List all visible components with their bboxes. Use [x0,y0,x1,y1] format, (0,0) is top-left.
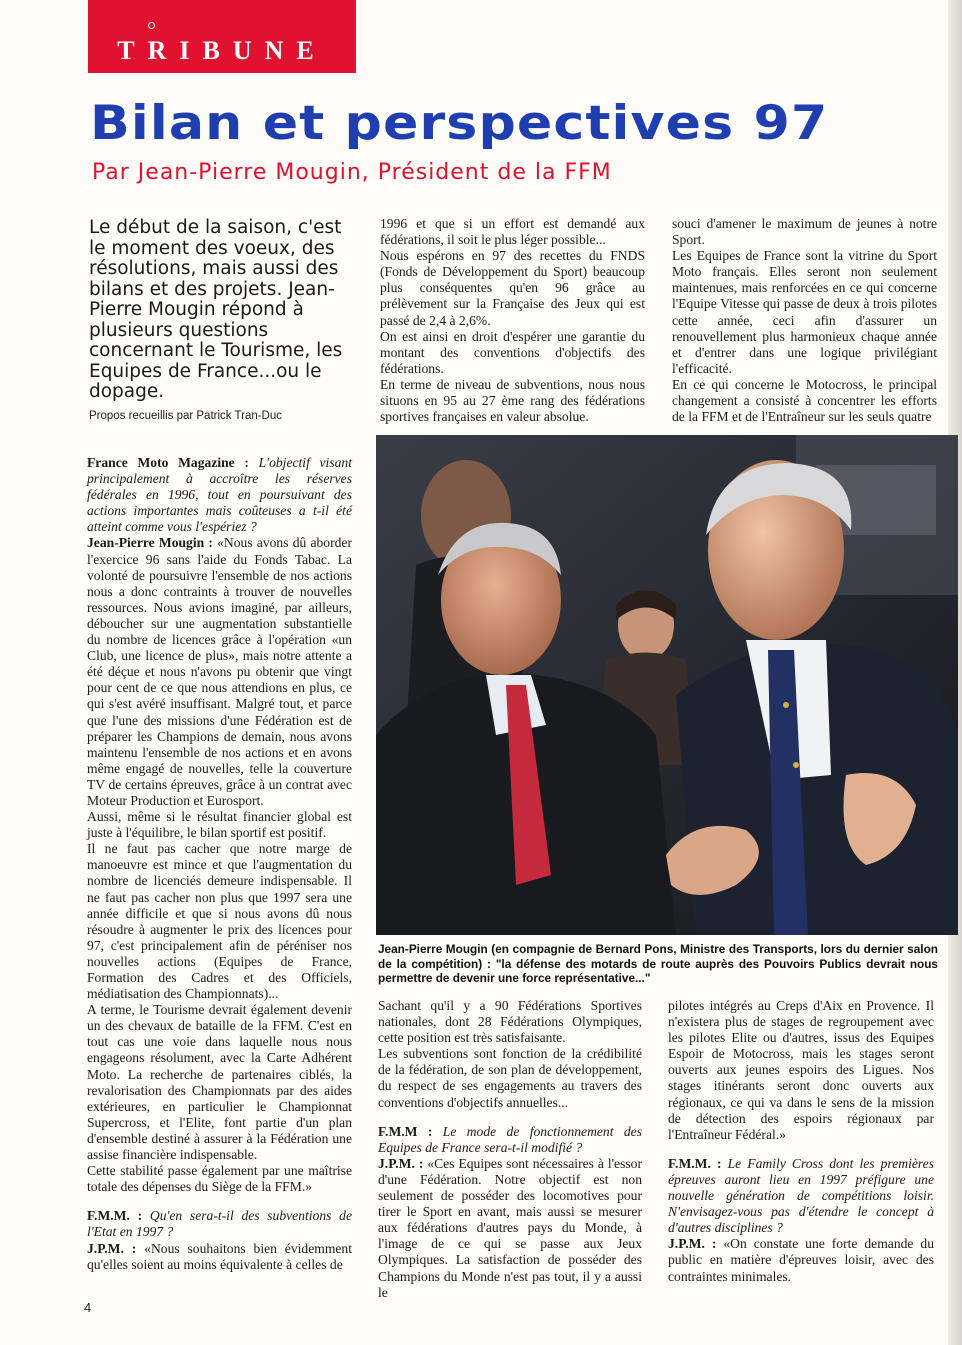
speaker-label: Jean-Pierre Mougin : [87,535,213,551]
intro-paragraph: Le début de la saison, c'est le moment des voeux, des résolutions, mais aussi des bilans et des projets. Jean-Pierre Mougin répond à plusieurs questions concernant le Tourisme, les Equipes de France...ou le dopage. [89,217,343,402]
speaker-label: F.M.M. : [87,1208,143,1224]
question-text: Le mode de fonctionnement des Equipes de France sera-t-il modifié ? [378,1123,642,1155]
paragraph: Aussi, même si le résultat financier global est juste à l'équilibre, le bilan sportif est positif. [87,809,352,841]
answer-text: «Nous avons dû aborder l'exercice 96 sans l'aide du Fonds Tabac. La volonté de poursuivre l'ensemble de nos actions nous a donc contraints à trouver de nouvelles ressources. Nous avions imaginé, par ailleurs, déboucher sur une augmentation substantielle du nombre de licences grâce à l'opération «un Club, une licence de plus», mais notre attente a été déçue et nous n'avons pu obtenir que vingt pour cent de ce que nous attendions en plus, ce qui s'est avéré insuffisant. Malgré tout, et parce que l'une des missions d'une Fédération est de préparer les Champions de demain, nous avons maintenu l'ensemble de nos actions et en avons même engagé de nouvelles, telle la couverture TV de certains épreuves, grâce à un contrat avec Moteur Production et Eurosport. [87,535,352,808]
bullet-ring-icon [148,22,155,29]
speaker-label: France Moto Magazine : [87,455,249,470]
question-text: Qu'en sera-t-il des subventions de l'Etat en 1997 ? [87,1208,352,1240]
paragraph: A terme, le Tourisme devrait également devenir un des chevaux de bataille de la FFM. C'est en tout cas une voie dans laquelle nous nous engageons résolument, avec la Carte Adhérent Moto. La recherche de partenaires ciblés, la revalorisation des Championnats par des aides extérieures, en particulier le Championnat Supercross, et l'Elite, font partie d'un plan d'ensemble destiné à assurer à la Fédération une assise financière indispensable. [87,1002,352,1163]
paragraph: Il ne faut pas cacher que notre marge de manoeuvre est mince et que l'augmentation du nombre de licenciés demeure indispensable. Il ne faut pas cacher non plus que 1997 sera une année difficile et que si nous avons dû nous résoudre à augmenter le prix des licences pour 97, c'est principalement afin de péréniser nos nouvelles actions (Equipes de France, Formation des Cadres et des Officiels, médiatisation des Championnats)... [87,841,352,1002]
paragraph: Les Equipes de France sont la vitrine du Sport Moto français. Elles seront non seulement maintenues, mais renforcées en ce qui concerne l'Equipe Vitesse qui passe de deux à trois pilotes cette année, ceci afin d'assurer un renouvellement plus harmonieux chaque année et d'entrer dans une logique privilégiant l'efficacité. [672,248,937,376]
paragraph: pilotes intégrés au Creps d'Aix en Provence. Il n'existera plus de stages de regroupement avec les pilotes Elite ou d'autres, issus des Equipes Espoir de Motocross, mais les stages seront ouverts aux jeunes espoirs des Ligues. Nos stages itinérants seront donc ouverts aux régionaux, ce qui va dans le sens de la mission de détection des espoirs régionaux par l'Entraîneur Fédéral.» [668,998,934,1142]
question-text: L'objectif visant principalement à accroître les réserves fédérales en 1996, tout en poursuivant des actions importantes mais coûteuses a t-il été atteint comme vous l'espériez ? [87,455,352,535]
speaker-label: J.P.M. : [668,1236,717,1252]
answer-2 [87,1241,352,1273]
paragraph: souci d'amener le maximum de jeunes à notre Sport. [672,216,937,248]
answer-3 [378,1156,642,1301]
photo-caption: Jean-Pierre Mougin (en compagnie de Bernard Pons, Ministre des Transports, lors du dernier salon de la compétition) : "la défense des motards de route auprès des Pouvoirs Publics devrait nous permettre de devenir une force représentative..." [378,942,938,985]
article-subtitle: Par Jean-Pierre Mougin, Président de la FFM [92,160,612,185]
paragraph: En terme de niveau de subventions, nous nous situons en 95 au 27 ème rang des fédérations sportives françaises en valeur absolue. [380,376,645,425]
question-1 [87,455,352,535]
speaker-label: J.P.M. : [378,1155,424,1171]
article-column-3-bottom [668,998,934,1285]
speaker-label: F.M.M : [378,1123,433,1139]
speaker-label: J.P.M. : [87,1240,137,1256]
article-title: Bilan et perspectives 97 [90,96,829,151]
paragraph: 1996 et que si un effort est demandé aux fédérations, il soit le plus léger possible... [380,216,645,248]
answer-1 [87,535,352,809]
paragraph: On est ainsi en droit d'espérer une garantie du montant des conventions d'objectifs des fédérations. [380,328,645,376]
answer-text: «Ces Equipes sont nécessaires à l'essor d'une Fédération. Notre objectif est non seulement de posséder des locomotives pour tirer le Sport en avant, mais aussi se mesurer aux fédérations d'autres pays du Monde, à l'image de ce qui se passe aux Jeux Olympiques. La satisfaction de posséder des Champions du Monde n'est pas tout, il y a aussi le [378,1155,642,1300]
question-text: Le Family Cross dont les premières épreuves auront lieu en 1997 préfigure une nouvelle génération de compétitions loisir. N'envisagez-vous pas d'étendre le concept à d'autres disciplines ? [668,1155,934,1236]
section-label: TRIBUNE [117,36,327,65]
answer-text: «Nous souhaitons bien évidemment qu'elles soient au moins équivalente à celles de [87,1240,352,1272]
photo-illustration [376,435,958,935]
question-4 [668,1156,934,1236]
article-column-2-bottom [378,998,642,1301]
article-column-1 [87,455,352,1273]
article-column-2-top [380,216,645,425]
answer-text: «On constate une forte demande du public en matière d'épreuves loisir, avec des contraintes minimales. [668,1236,934,1284]
question-2 [87,1208,352,1240]
paragraph: Cette stabilité passe également par une maîtrise totale des dépenses du Siège de la FFM.» [87,1163,352,1195]
paragraph: Les subventions sont fonction de la crédibilité de la fédération, de son plan de développement, du respect de ses engagements au travers des conventions d'objectifs annuelles... [378,1046,642,1110]
question-3 [378,1124,642,1156]
paragraph: Sachant qu'il y a 90 Fédérations Sportives nationales, dont 28 Fédérations Olympiques, cette position est très satisfaisante. [378,998,642,1046]
answer-4 [668,1236,934,1284]
paragraph: Nous espérons en 97 des recettes du FNDS (Fonds de Développement du Sport) beaucoup plus conséquentes qu'en 96 grâce au prélèvement sur la Française des Jeux qui est passé de 2,4 à 2,6%. [380,248,645,328]
paragraph: En ce qui concerne le Motocross, le principal changement a consisté à concentrer les efforts de la FFM et de l'Entraîneur sur les seuls quatre [672,376,937,425]
section-banner [88,0,356,73]
article-column-3-top [672,216,937,425]
article-photo [376,435,958,935]
interview-credit: Propos recueillis par Patrick Tran-Duc [89,410,283,422]
page-number: 4 [84,1300,92,1315]
speaker-label: F.M.M. : [668,1155,722,1171]
